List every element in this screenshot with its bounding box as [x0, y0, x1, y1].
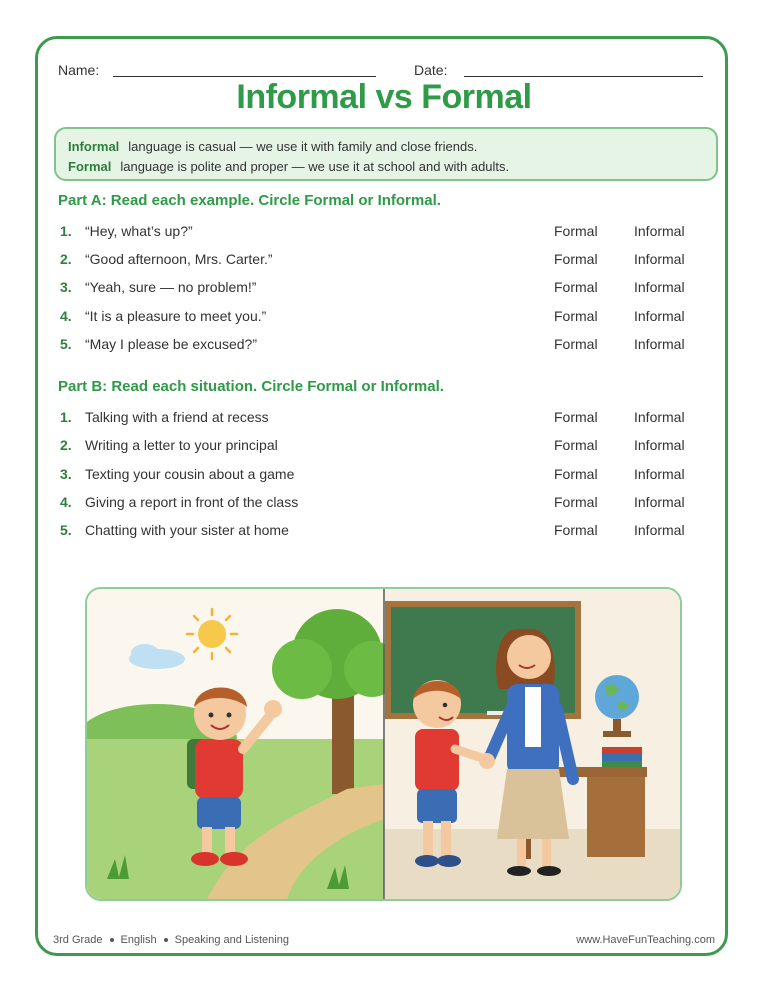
date-line[interactable]: [464, 76, 703, 77]
list-item: [60, 437, 700, 457]
item-text: “Yeah, sure — no problem!”: [85, 279, 257, 295]
item-text: Giving a report in front of the class: [85, 494, 299, 510]
list-item: [60, 223, 700, 243]
classroom-scene: [385, 589, 680, 899]
definition-box: [54, 127, 718, 181]
definition-formal: [68, 157, 716, 177]
definition-term: Formal: [68, 159, 112, 174]
list-item: [60, 251, 700, 271]
item-number: 1.: [60, 223, 72, 239]
list-item: [60, 409, 700, 429]
formal-option[interactable]: Formal: [554, 308, 598, 324]
formal-option[interactable]: Formal: [554, 223, 598, 239]
illustration-panel: [85, 587, 682, 901]
item-number: 3.: [60, 466, 72, 482]
page-title: Informal vs Formal: [236, 78, 532, 116]
part-b-heading: Part B: Read each situation. Circle Formal or Informal.: [58, 378, 444, 395]
item-text: Talking with a friend at recess: [85, 409, 269, 425]
item-text: Texting your cousin about a game: [85, 466, 295, 482]
formal-option[interactable]: Formal: [554, 466, 598, 482]
definition-term: Informal: [68, 139, 120, 154]
formal-option[interactable]: Formal: [554, 336, 598, 352]
date-label: Date:: [414, 62, 448, 78]
item-number: 4.: [60, 494, 72, 510]
definition-text: language is polite and proper — we use it at school and with adults.: [120, 159, 510, 174]
item-number: 5.: [60, 522, 72, 538]
formal-option[interactable]: Formal: [554, 279, 598, 295]
item-number: 5.: [60, 336, 72, 352]
footer-grade: 3rd Grade: [53, 934, 103, 946]
name-line[interactable]: [113, 76, 376, 77]
informal-option[interactable]: Informal: [634, 494, 685, 510]
definition-text: language is casual — we use it with family and close friends.: [128, 139, 478, 154]
formal-option[interactable]: Formal: [554, 251, 598, 267]
part-a-heading: Part A: Read each example. Circle Formal or Informal.: [58, 192, 441, 209]
item-text: “May I please be excused?”: [85, 336, 257, 352]
bullet-dot: [110, 938, 114, 942]
bullet-dot: [164, 938, 168, 942]
list-item: [60, 336, 700, 356]
informal-option[interactable]: Informal: [634, 279, 685, 295]
informal-option[interactable]: Informal: [634, 466, 685, 482]
item-text: “Good afternoon, Mrs. Carter.”: [85, 251, 273, 267]
list-item: [60, 466, 700, 486]
item-number: 4.: [60, 308, 72, 324]
informal-option[interactable]: Informal: [634, 336, 685, 352]
item-text: “Hey, what’s up?”: [85, 223, 193, 239]
footer-subject: English: [120, 934, 157, 946]
informal-option[interactable]: Informal: [634, 251, 685, 267]
informal-option[interactable]: Informal: [634, 409, 685, 425]
item-number: 1.: [60, 409, 72, 425]
name-label: Name:: [58, 62, 100, 78]
footer-website[interactable]: www.HaveFunTeaching.com: [576, 934, 715, 946]
item-text: Chatting with your sister at home: [85, 522, 289, 538]
list-item: [60, 522, 700, 542]
informal-option[interactable]: Informal: [634, 223, 685, 239]
formal-option[interactable]: Formal: [554, 494, 598, 510]
item-number: 2.: [60, 251, 72, 267]
outdoor-scene: [87, 589, 400, 899]
list-item: [60, 279, 700, 299]
item-text: “It is a pleasure to meet you.”: [85, 308, 267, 324]
list-item: [60, 308, 700, 328]
formal-option[interactable]: Formal: [554, 437, 598, 453]
formal-option[interactable]: Formal: [554, 522, 598, 538]
informal-option[interactable]: Informal: [634, 308, 685, 324]
item-text: Writing a letter to your principal: [85, 437, 278, 453]
list-item: [60, 494, 700, 514]
informal-option[interactable]: Informal: [634, 522, 685, 538]
informal-option[interactable]: Informal: [634, 437, 685, 453]
books-icon: [602, 747, 642, 767]
item-number: 3.: [60, 279, 72, 295]
footer-topic: Speaking and Listening: [174, 934, 289, 946]
footer-tags: [53, 934, 289, 946]
definition-informal: [68, 137, 716, 157]
item-number: 2.: [60, 437, 72, 453]
illustration: [87, 589, 680, 899]
formal-option[interactable]: Formal: [554, 409, 598, 425]
